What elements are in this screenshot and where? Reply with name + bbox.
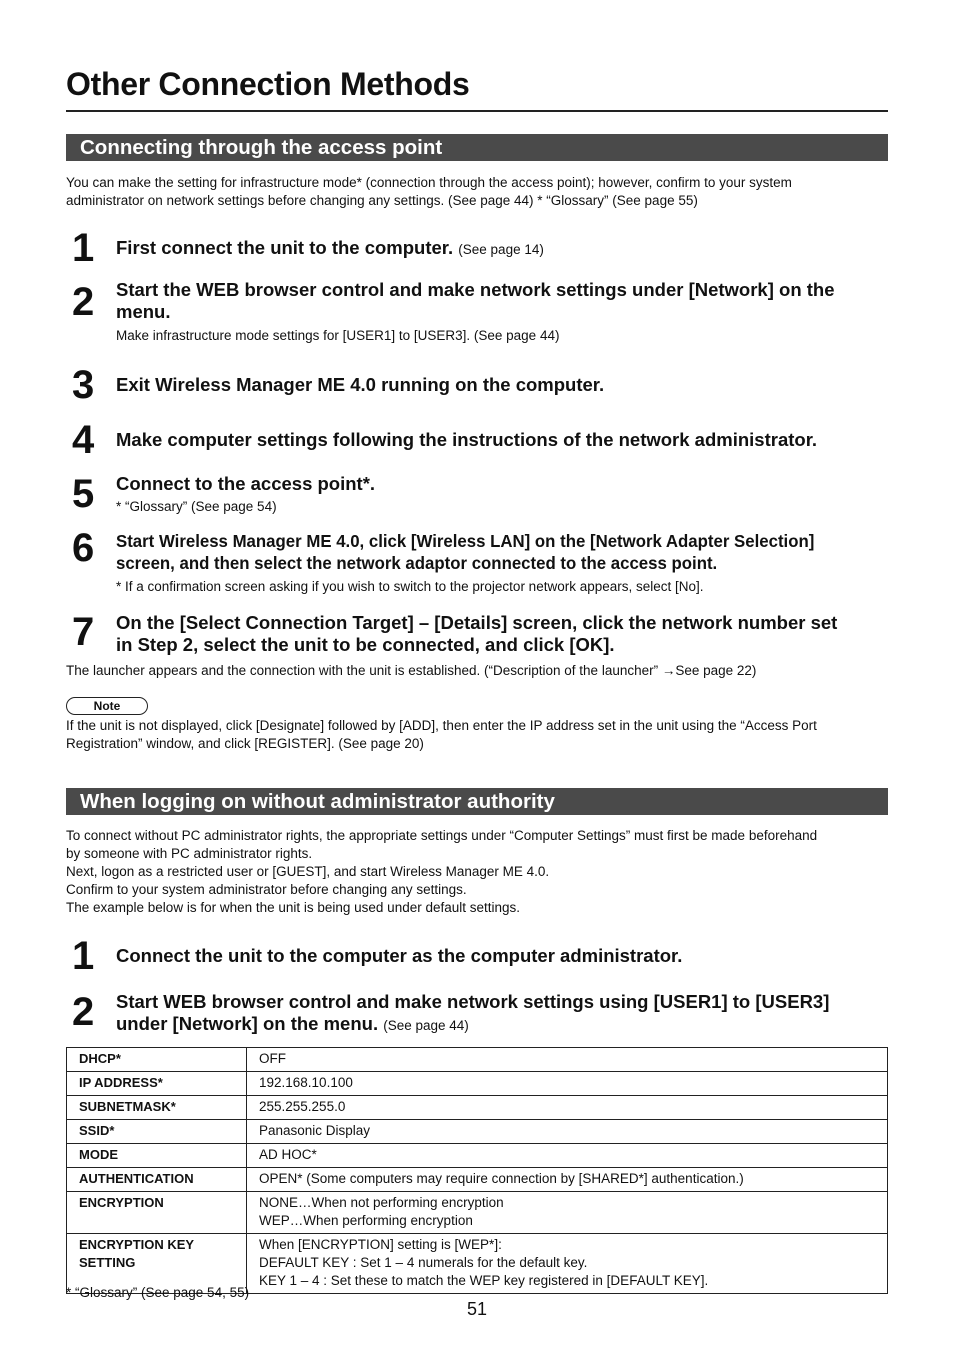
setting-key: MODE: [67, 1144, 247, 1168]
step-title-line: screen, and then select the network adaptor connected to the access point.: [116, 553, 718, 573]
step-number: 1: [72, 934, 95, 978]
step-title-line: menu.: [116, 301, 171, 322]
table-row: [67, 1048, 888, 1072]
step-title-line: Start Wireless Manager ME 4.0, click [Wireless LAN] on the [Network Adapter Selection]: [116, 531, 815, 551]
intro-line: You can make the setting for infrastructure mode* (connection through the access point); however, confirm to your system: [66, 175, 792, 190]
section1-intro: [66, 174, 888, 210]
note-badge: Note: [66, 697, 148, 715]
setting-key: AUTHENTICATION: [67, 1168, 247, 1192]
step-title: [116, 530, 884, 574]
step-title-line: Start WEB browser control and make network settings using [USER1] to [USER3]: [116, 991, 830, 1012]
table-row: [67, 1192, 888, 1234]
step-title-text: under [Network] on the menu.: [116, 1013, 379, 1034]
intro-line: administrator on network settings before changing any settings. (See page 44) * “Glossary” (See page 55): [66, 193, 698, 208]
step-number: 6: [72, 526, 95, 570]
step-title: [116, 612, 888, 656]
setting-value-line: DEFAULT KEY : Set 1 – 4 numerals for the default key.: [259, 1255, 588, 1270]
step-number: 7: [72, 610, 95, 654]
setting-key: SSID*: [67, 1120, 247, 1144]
setting-value: [247, 1234, 888, 1294]
setting-key: DHCP*: [67, 1048, 247, 1072]
table-row: [67, 1096, 888, 1120]
step-title: Exit Wireless Manager ME 4.0 running on the computer.: [116, 374, 605, 395]
setting-value: [247, 1192, 888, 1234]
step-number: 2: [72, 280, 95, 324]
setting-value: OPEN* (Some computers may require connection by [SHARED*] authentication.): [247, 1168, 888, 1192]
setting-key: ENCRYPTION: [67, 1192, 247, 1234]
step-number: 2: [72, 990, 95, 1034]
setting-value: AD HOC*: [247, 1144, 888, 1168]
section-heading-no-admin: When logging on without administrator authority: [66, 788, 888, 815]
step-number: 3: [72, 363, 95, 407]
step-title-line: [116, 1013, 888, 1037]
default-settings-table: [66, 1047, 888, 1294]
step-title-line: On the [Select Connection Target] – [Details] screen, click the network number set: [116, 612, 838, 633]
setting-key: SUBNETMASK*: [67, 1096, 247, 1120]
step-title: [116, 237, 888, 261]
setting-value: 255.255.255.0: [247, 1096, 888, 1120]
setting-value-line: KEY 1 – 4 : Set these to match the WEP key registered in [DEFAULT KEY].: [259, 1273, 709, 1288]
page-reference: (See page 14): [458, 242, 544, 257]
result-text: The launcher appears and the connection with the unit is established. (“Description of the launcher” →See page 22): [66, 663, 757, 678]
page-reference: (See page 44): [383, 1018, 469, 1033]
glossary-footnote: * “Glossary” (See page 54, 55): [66, 1285, 250, 1300]
intro-line: Confirm to your system administrator before changing any settings.: [66, 882, 467, 897]
step-subtext: * “Glossary” (See page 54): [116, 499, 277, 514]
setting-value-line: WEP…When performing encryption: [259, 1213, 473, 1228]
section2-intro: [66, 827, 888, 917]
table-row: [67, 1168, 888, 1192]
step-subtext: Make infrastructure mode settings for [USER1] to [USER3]. (See page 44): [116, 328, 560, 343]
page-number: 51: [466, 1299, 488, 1319]
step-title-line: Start the WEB browser control and make network settings under [Network] on the: [116, 279, 835, 300]
setting-key-line: ENCRYPTION KEY: [79, 1237, 195, 1252]
step-number: 5: [72, 472, 95, 516]
note-line: If the unit is not displayed, click [Designate] followed by [ADD], then enter the IP address set in the unit using the “Access Port: [66, 718, 817, 733]
step-title: Connect the unit to the computer as the computer administrator.: [116, 945, 683, 966]
setting-value: Panasonic Display: [247, 1120, 888, 1144]
step-number: 4: [72, 418, 95, 462]
step-subtext: * If a confirmation screen asking if you wish to switch to the projector network appears, select [No].: [116, 579, 704, 594]
step-title: [116, 991, 888, 1037]
setting-value: OFF: [247, 1048, 888, 1072]
setting-value-line: NONE…When not performing encryption: [259, 1195, 504, 1210]
step-title: Make computer settings following the instructions of the network administrator.: [116, 429, 818, 450]
intro-line: by someone with PC administrator rights.: [66, 846, 313, 861]
setting-key: IP ADDRESS*: [67, 1072, 247, 1096]
table-row: [67, 1144, 888, 1168]
title-divider: [66, 110, 888, 112]
note-line: Registration” window, and click [REGISTER]. (See page 20): [66, 736, 424, 751]
step-title-text: First connect the unit to the computer.: [116, 237, 454, 258]
step-title: [116, 279, 888, 323]
step-title: Connect to the access point*.: [116, 473, 376, 494]
setting-key-line: SETTING: [79, 1255, 136, 1270]
intro-line: To connect without PC administrator rights, the appropriate settings under “Computer Settings” must first be made beforehand: [66, 828, 818, 843]
page-title: Other Connection Methods: [66, 66, 470, 102]
intro-line: The example below is for when the unit is being used under default settings.: [66, 900, 521, 915]
table-row: [67, 1072, 888, 1096]
intro-line: Next, logon as a restricted user or [GUEST], and start Wireless Manager ME 4.0.: [66, 864, 550, 879]
table-row: [67, 1120, 888, 1144]
step-number: 1: [72, 226, 95, 270]
setting-value: 192.168.10.100: [247, 1072, 888, 1096]
section-heading-access-point: Connecting through the access point: [66, 134, 888, 161]
setting-value-line: When [ENCRYPTION] setting is [WEP*]:: [259, 1237, 502, 1252]
step-title-line: in Step 2, select the unit to be connected, and click [OK].: [116, 634, 615, 655]
note-text: [66, 717, 888, 753]
